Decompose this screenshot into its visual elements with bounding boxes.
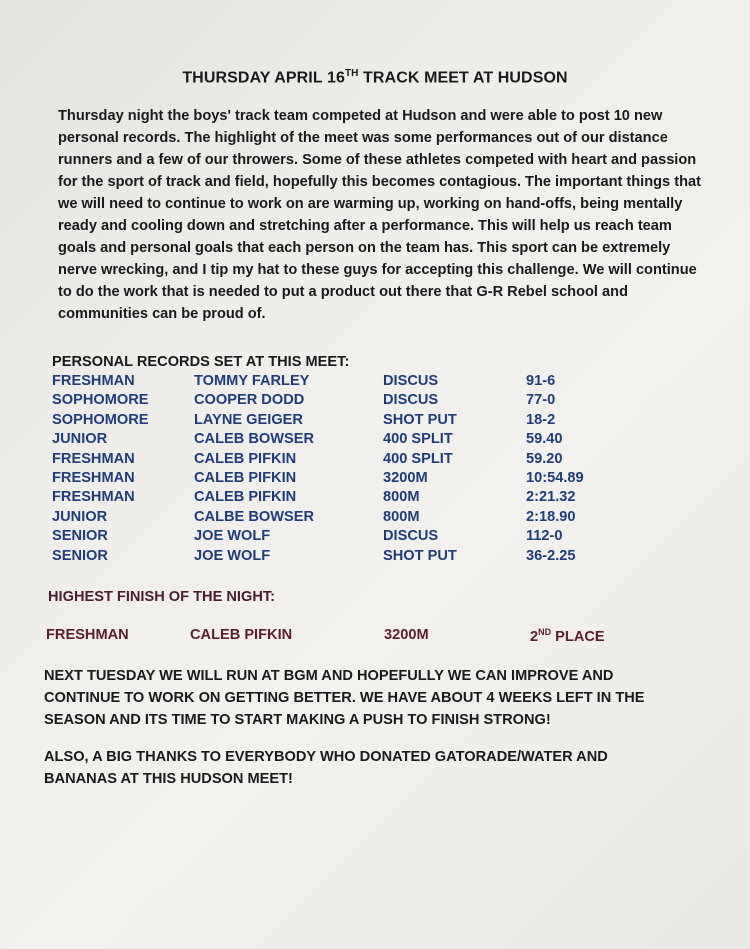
record-mark: 77-0 (526, 392, 556, 409)
record-grade: SENIOR (52, 547, 108, 564)
record-grade: FRESHMAN (52, 469, 135, 486)
next-meet-paragraph: NEXT TUESDAY WE WILL RUN AT BGM AND HOPEFULLY WE CAN IMPROVE AND CONTINUE TO WORK ON GETTING BETTER. WE HAVE ABOUT 4 WEEKS LEFT IN THE SEASON AND ITS TIME TO START MAKING A PUSH TO FINISH STRONG! (44, 668, 645, 728)
personal-records-heading: PERSONAL RECORDS SET AT THIS MEET: (52, 354, 350, 370)
record-event: DISCUS (383, 392, 439, 409)
highest-finish-row (46, 627, 646, 647)
record-mark: 59.40 (526, 431, 563, 448)
highest-finish-grade: FRESHMAN (46, 627, 129, 643)
highest-finish-place (530, 627, 605, 645)
thanks-paragraph: ALSO, A BIG THANKS TO EVERYBODY WHO DONATED GATORADE/WATER AND BANANAS AT THIS HUDSON MEET! (44, 749, 608, 787)
record-row (52, 392, 652, 411)
record-grade: FRESHMAN (52, 450, 135, 467)
personal-records-table (52, 373, 652, 567)
record-athlete: CALEB PIFKIN (194, 450, 297, 467)
highest-finish-athlete: CALEB PIFKIN (190, 627, 293, 643)
record-grade: SOPHOMORE (52, 392, 149, 409)
record-grade: JUNIOR (52, 431, 108, 448)
record-athlete: CALEB BOWSER (194, 431, 314, 448)
record-row (52, 509, 652, 528)
highest-finish-heading: HIGHEST FINISH OF THE NIGHT: (48, 589, 276, 605)
record-mark: 10:54.89 (526, 469, 584, 486)
record-event: 400 SPLIT (383, 450, 453, 467)
record-row (52, 470, 652, 489)
record-athlete: COOPER DODD (194, 392, 305, 409)
record-grade: SENIOR (52, 528, 108, 545)
record-athlete: LAYNE GEIGER (194, 411, 303, 428)
record-mark: 59.20 (526, 450, 563, 467)
record-row (52, 412, 652, 431)
record-event: 400 SPLIT (383, 431, 453, 448)
record-grade: JUNIOR (52, 508, 108, 525)
highest-finish-event: 3200M (384, 627, 429, 643)
record-event: 800M (383, 508, 420, 525)
record-event: SHOT PUT (383, 547, 457, 564)
record-row (52, 528, 652, 547)
record-event: DISCUS (383, 528, 439, 545)
record-row (52, 489, 652, 508)
record-grade: SOPHOMORE (52, 411, 149, 428)
record-athlete: CALEB PIFKIN (194, 469, 297, 486)
record-mark: 2:21.32 (526, 489, 576, 506)
record-athlete: TOMMY FARLEY (194, 373, 310, 389)
record-mark: 36-2.25 (526, 547, 576, 564)
record-mark: 2:18.90 (526, 508, 576, 525)
record-event: 3200M (383, 469, 428, 486)
record-mark: 112-0 (526, 528, 563, 545)
record-row (52, 548, 652, 567)
place-number: 2 (530, 628, 539, 645)
record-athlete: CALEB PIFKIN (194, 489, 297, 506)
title-rest: TRACK MEET AT HUDSON (358, 69, 568, 87)
title-date: THURSDAY APRIL 16 (182, 69, 345, 87)
page-title (0, 68, 750, 87)
record-grade: FRESHMAN (52, 489, 135, 506)
record-event: 800M (383, 489, 420, 506)
record-event: SHOT PUT (383, 411, 457, 428)
record-athlete: JOE WOLF (194, 528, 271, 545)
record-grade: FRESHMAN (52, 373, 135, 389)
record-row (52, 451, 652, 470)
record-row (52, 373, 652, 392)
record-athlete: CALBE BOWSER (194, 508, 314, 525)
record-mark: 18-2 (526, 411, 556, 428)
place-ordinal-suffix: ND (538, 627, 552, 637)
place-word: PLACE (551, 628, 605, 645)
record-athlete: JOE WOLF (194, 547, 271, 564)
title-ordinal-suffix: TH (344, 68, 359, 79)
intro-paragraph: Thursday night the boys' track team competed at Hudson and were able to post 10 new personal records. The highlight of the meet was some performances out of our distance runners and a few of our throwers. Some of these athletes competed with heart and passion for the sport of track and field, hopefully this becomes contagious. The important things that we will need to continue to work on are warming up, working on hand-offs, being mentally ready and cooling down and stretching after a performance. This will help us reach team goals and personal goals that each person on the team has. This sport can be extremely nerve wrecking, and I tip my hat to these guys for accepting this challenge. We will continue to do the work that is needed to put a product out there that G-R Rebel school and communities can be proud of. (58, 108, 701, 322)
record-mark: 91-6 (526, 373, 556, 389)
record-event: DISCUS (383, 373, 439, 389)
record-row (52, 431, 652, 450)
